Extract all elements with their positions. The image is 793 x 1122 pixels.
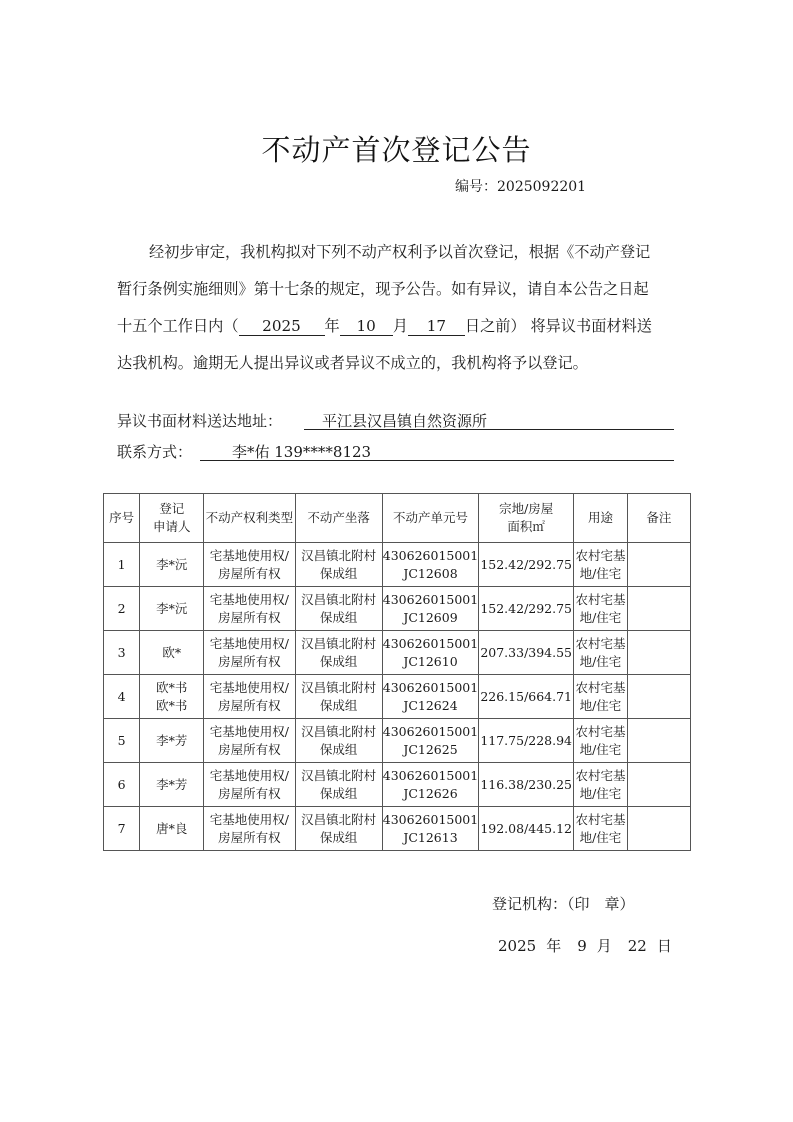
cell-text: 李*沅 [156, 556, 188, 572]
cell-text: 农村宅基 [575, 679, 626, 695]
doc-number-label: 编号： [455, 179, 497, 195]
cell-applicant [140, 763, 204, 807]
cell-unit-no [382, 675, 478, 719]
cell-right-type [204, 675, 295, 719]
cell-text: 房屋所有权 [218, 653, 281, 669]
cell-text: 430626015001 [382, 635, 479, 651]
cell-location [295, 807, 382, 851]
cell-area: 116.38/230.25 [479, 763, 574, 807]
year-unit: 年 [324, 317, 340, 335]
cell-note [627, 543, 690, 587]
cell-use [574, 719, 628, 763]
header-col-no [104, 494, 140, 543]
cell-applicant [140, 719, 204, 763]
header-text: 申请人 [152, 519, 191, 534]
cell-area: 152.42/292.75 [479, 543, 574, 587]
date-day: 22 [627, 937, 647, 955]
cell-area: 117.75/228.94 [479, 719, 574, 763]
cell-text: 宅基地使用权/ [209, 767, 289, 783]
cell-use [574, 675, 628, 719]
cell-text: 宅基地使用权/ [209, 635, 289, 651]
cell-unit-no [382, 719, 478, 763]
cell-text: 农村宅基 [575, 811, 626, 827]
cell-right-type [204, 763, 295, 807]
header-text: 用途 [587, 510, 613, 525]
month-unit: 月 [392, 317, 408, 335]
cell-text: JC12626 [403, 785, 458, 801]
header-col-area [479, 494, 574, 543]
cell-unit-no [382, 587, 478, 631]
cell-text: 房屋所有权 [218, 741, 281, 757]
notice-line-3-suffix: 日之前） 将异议书面材料送 [464, 317, 652, 335]
deadline-day: 17 [408, 317, 465, 336]
agency-stamp: 登记机构：（印 章） [492, 895, 635, 913]
cell-note [627, 587, 690, 631]
header-col-location [295, 494, 382, 543]
header-col-note [627, 494, 690, 543]
notice-paragraph [117, 234, 677, 382]
contact-value: 李*佑 139****8123 [232, 443, 372, 461]
header-text: 序号 [109, 510, 135, 525]
cell-text: JC12610 [403, 653, 458, 669]
table-header-row [104, 494, 691, 543]
cell-text: 房屋所有权 [218, 785, 281, 801]
cell-unit-no [382, 807, 478, 851]
deadline-month: 10 [340, 317, 393, 336]
cell-text: 房屋所有权 [218, 609, 281, 625]
cell-area: 192.08/445.12 [479, 807, 574, 851]
deadline-year: 2025 [239, 317, 325, 336]
cell-text: 汉昌镇北附村 [301, 635, 377, 651]
header-text: 面积㎡ [507, 519, 545, 534]
cell-area: 226.15/664.71 [479, 675, 574, 719]
address-value: 平江县汉昌镇自然资源所 [322, 412, 488, 430]
cell-text: 汉昌镇北附村 [301, 679, 377, 695]
cell-unit-no [382, 763, 478, 807]
cell-text: 地/住宅 [579, 565, 622, 581]
cell-no: 6 [104, 763, 140, 807]
cell-no: 1 [104, 543, 140, 587]
address-label: 异议书面材料送达地址： [117, 412, 283, 430]
cell-text: 保成组 [319, 565, 358, 581]
header-col-right-type [204, 494, 295, 543]
cell-text: 房屋所有权 [218, 829, 281, 845]
cell-right-type [204, 631, 295, 675]
cell-text: 宅基地使用权/ [209, 679, 289, 695]
cell-text: 汉昌镇北附村 [301, 591, 377, 607]
doc-number-value: 2025092201 [497, 179, 587, 195]
cell-no: 3 [104, 631, 140, 675]
cell-text: 保成组 [319, 741, 358, 757]
notice-line-2: 暂行条例实施细则》第十七条的规定，现予公告。如有异议，请自本公告之日起 [117, 280, 649, 298]
cell-text: 地/住宅 [579, 697, 622, 713]
cell-text: 宅基地使用权/ [209, 547, 289, 563]
cell-use [574, 763, 628, 807]
cell-text: 欧* [162, 644, 182, 660]
table-row [104, 587, 691, 631]
cell-location [295, 763, 382, 807]
cell-text: 农村宅基 [575, 635, 626, 651]
cell-text: 房屋所有权 [218, 565, 281, 581]
contact-info [117, 441, 372, 462]
cell-use [574, 543, 628, 587]
cell-text: 430626015001 [382, 767, 479, 783]
cell-use [574, 631, 628, 675]
date-year: 2025 [498, 937, 537, 955]
cell-text: 地/住宅 [579, 785, 622, 801]
cell-applicant [140, 587, 204, 631]
cell-text: 430626015001 [382, 811, 479, 827]
header-text: 宗地/房屋 [499, 501, 554, 516]
table-row [104, 543, 691, 587]
cell-location [295, 675, 382, 719]
cell-area: 207.33/394.55 [479, 631, 574, 675]
registration-table [103, 493, 691, 851]
cell-no: 4 [104, 675, 140, 719]
cell-text: 欧*书 [156, 679, 188, 695]
cell-applicant [140, 807, 204, 851]
notice-line-3 [117, 308, 677, 345]
cell-use [574, 807, 628, 851]
cell-no: 7 [104, 807, 140, 851]
header-col-unit-no [382, 494, 478, 543]
cell-text: 430626015001 [382, 723, 479, 739]
cell-text: 保成组 [319, 829, 358, 845]
table-row [104, 719, 691, 763]
date-year-unit: 年 [546, 937, 562, 955]
header-text: 登记 [159, 501, 185, 516]
cell-text: 地/住宅 [579, 829, 622, 845]
cell-text: 地/住宅 [579, 653, 622, 669]
cell-text: 保成组 [319, 609, 358, 625]
header-col-use [574, 494, 628, 543]
cell-right-type [204, 719, 295, 763]
cell-location [295, 543, 382, 587]
cell-note [627, 763, 690, 807]
cell-location [295, 719, 382, 763]
cell-note [627, 675, 690, 719]
cell-text: 唐*良 [156, 820, 188, 836]
date-month-unit: 月 [596, 937, 612, 955]
cell-text: JC12608 [403, 565, 458, 581]
table-row [104, 675, 691, 719]
cell-area: 152.42/292.75 [479, 587, 574, 631]
cell-location [295, 631, 382, 675]
cell-text: 李*芳 [156, 776, 188, 792]
cell-text: 宅基地使用权/ [209, 591, 289, 607]
header-text: 备注 [646, 510, 672, 525]
cell-applicant [140, 543, 204, 587]
cell-text: 汉昌镇北附村 [301, 767, 377, 783]
table-row [104, 763, 691, 807]
contact-label: 联系方式： [117, 443, 193, 461]
notice-line-3-prefix: 十五个工作日内（ [117, 317, 239, 335]
cell-right-type [204, 587, 295, 631]
header-col-applicant [140, 494, 204, 543]
cell-text: JC12625 [403, 741, 458, 757]
objection-address [117, 410, 488, 431]
cell-text: 地/住宅 [579, 741, 622, 757]
date-month: 9 [577, 937, 587, 955]
cell-text: 保成组 [319, 697, 358, 713]
cell-text: 欧*书 [156, 697, 188, 713]
cell-text: JC12609 [403, 609, 458, 625]
cell-text: 宅基地使用权/ [209, 723, 289, 739]
cell-applicant [140, 675, 204, 719]
cell-text: 农村宅基 [575, 591, 626, 607]
table-row [104, 807, 691, 851]
header-text: 不动产单元号 [392, 510, 468, 525]
cell-text: 农村宅基 [575, 723, 626, 739]
cell-no: 2 [104, 587, 140, 631]
cell-text: 430626015001 [382, 679, 479, 695]
cell-right-type [204, 543, 295, 587]
cell-note [627, 719, 690, 763]
cell-use [574, 587, 628, 631]
cell-location [295, 587, 382, 631]
cell-note [627, 631, 690, 675]
notice-line-4: 达我机构。逾期无人提出异议或者异议不成立的，我机构将予以登记。 [117, 354, 588, 372]
cell-right-type [204, 807, 295, 851]
header-text: 不动产权利类型 [205, 510, 294, 525]
cell-unit-no [382, 543, 478, 587]
page-title: 不动产首次登记公告 [261, 133, 532, 167]
cell-text: 汉昌镇北附村 [301, 547, 377, 563]
cell-text: 430626015001 [382, 547, 479, 563]
cell-applicant [140, 631, 204, 675]
cell-text: JC12613 [403, 829, 458, 845]
cell-no: 5 [104, 719, 140, 763]
doc-number [455, 176, 586, 196]
cell-text: 地/住宅 [579, 609, 622, 625]
announcement-date [498, 935, 682, 956]
cell-text: 保成组 [319, 785, 358, 801]
cell-text: JC12624 [403, 697, 458, 713]
cell-text: 430626015001 [382, 591, 479, 607]
date-day-unit: 日 [656, 937, 672, 955]
cell-text: 农村宅基 [575, 767, 626, 783]
cell-note [627, 807, 690, 851]
cell-text: 汉昌镇北附村 [301, 811, 377, 827]
cell-text: 李*芳 [156, 732, 188, 748]
cell-text: 李*沅 [156, 600, 188, 616]
cell-text: 保成组 [319, 653, 358, 669]
cell-text: 汉昌镇北附村 [301, 723, 377, 739]
notice-line-1: 经初步审定，我机构拟对下列不动产权利予以首次登记，根据《不动产登记 [149, 243, 651, 261]
cell-text: 房屋所有权 [218, 697, 281, 713]
cell-text: 农村宅基 [575, 547, 626, 563]
header-text: 不动产坐落 [307, 510, 370, 525]
cell-text: 宅基地使用权/ [209, 811, 289, 827]
table-row [104, 631, 691, 675]
cell-unit-no [382, 631, 478, 675]
